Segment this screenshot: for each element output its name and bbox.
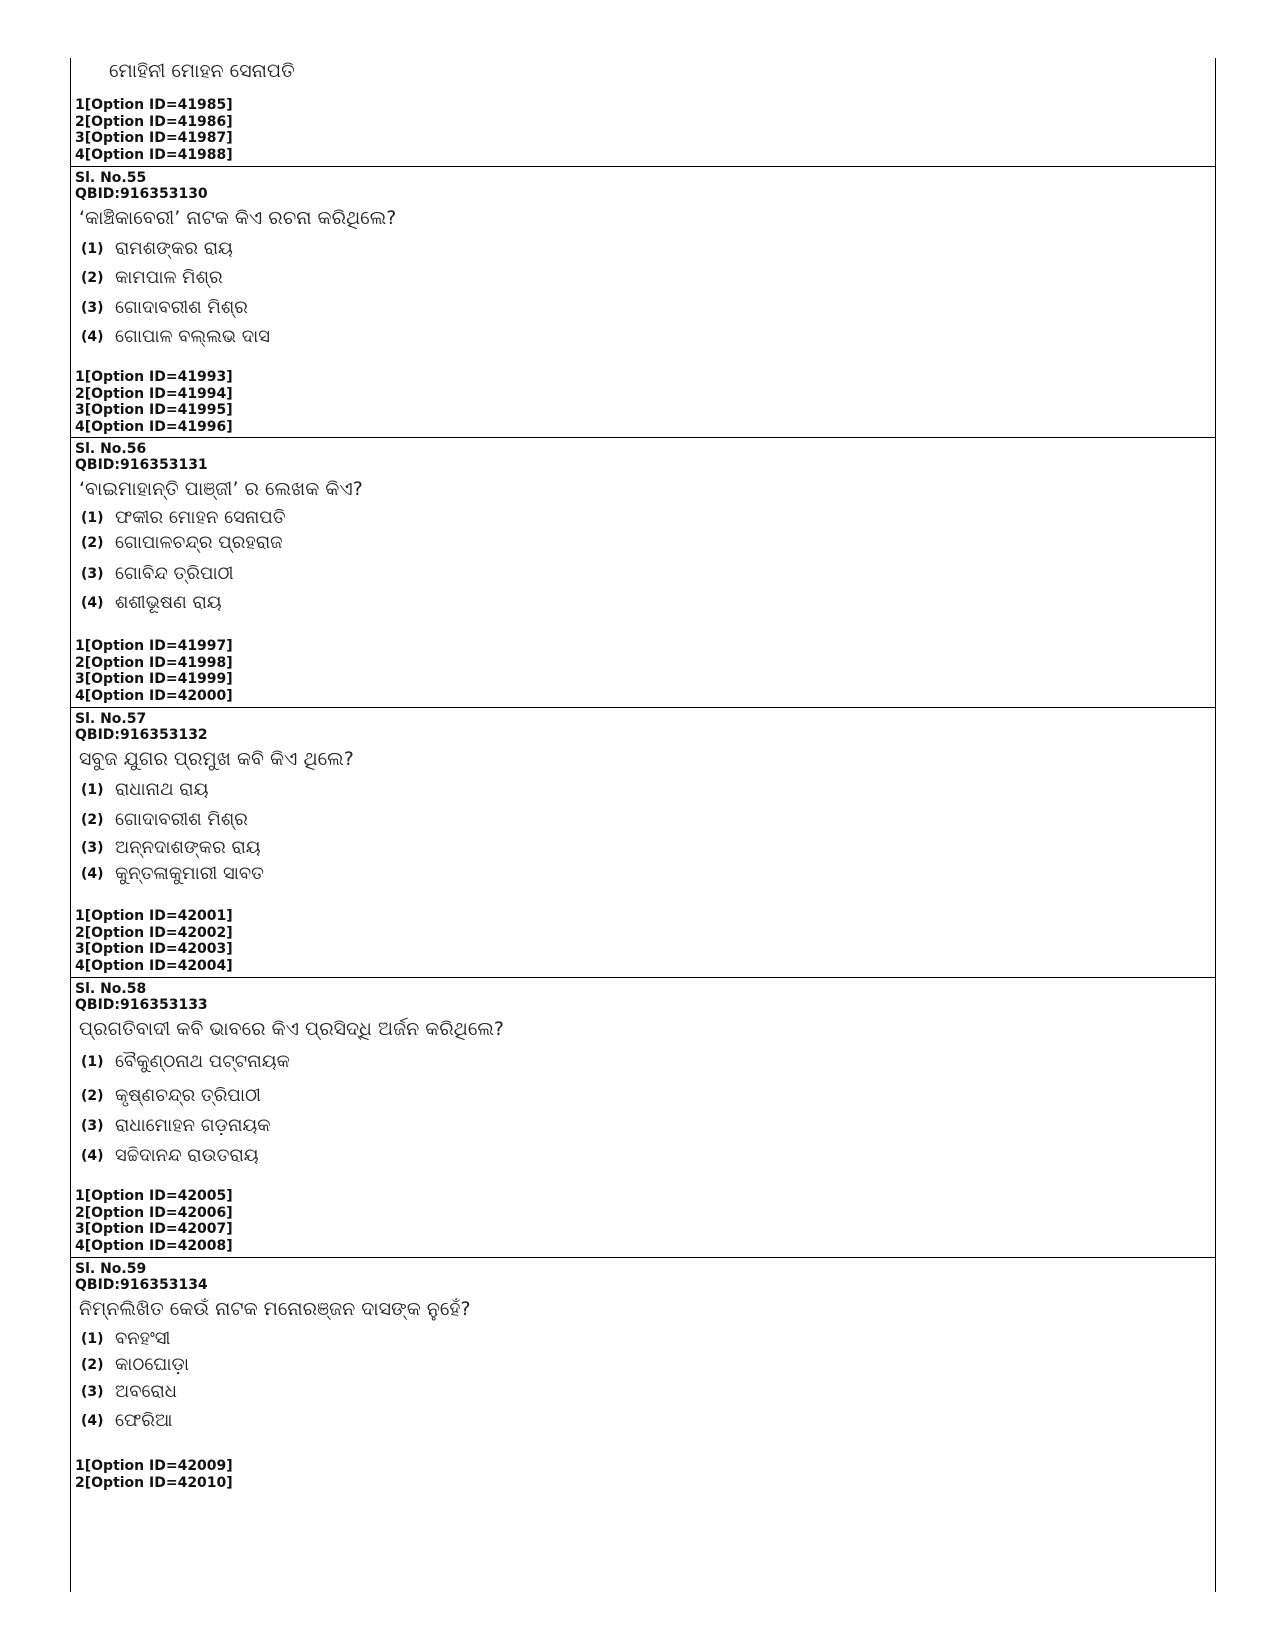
option-number: (1) xyxy=(81,509,104,526)
option-1 xyxy=(81,238,233,264)
option-number: (4) xyxy=(81,328,104,345)
option-text: ଅବରୋଧ xyxy=(115,1381,177,1402)
option-text: ରାଧାନାଥ ରାୟ xyxy=(115,779,209,800)
qbid: QBID:916353130 xyxy=(75,186,208,202)
option-4 xyxy=(81,592,222,618)
option-text: କାଠଘୋଡ଼ା xyxy=(115,1354,189,1375)
option-id-list xyxy=(75,1188,233,1254)
option-text: ଶଶୀଭୂଷଣ ରାୟ xyxy=(115,592,222,613)
option-text: କୃଷ୍ଣଚନ୍ଦ୍ର ତ୍ରିପାଠୀ xyxy=(115,1085,261,1106)
option-text: ଗୋପାଳଚନ୍ଦ୍ର ପ୍ରହରାଜ xyxy=(115,532,283,553)
option-id: 2[Option ID=41998] xyxy=(75,654,233,671)
option-number: (1) xyxy=(81,1330,104,1347)
qbid: QBID:916353131 xyxy=(75,457,208,473)
option-id: 3[Option ID=41999] xyxy=(75,671,233,687)
option-id-list xyxy=(75,1458,233,1491)
option-2 xyxy=(81,267,223,293)
option-text: ଗୋବିନ୍ଦ ତ୍ରିପାଠୀ xyxy=(115,563,234,584)
option-id: 3[Option ID=42007] xyxy=(75,1221,233,1237)
option-3 xyxy=(81,837,261,863)
question-meta xyxy=(75,170,208,202)
serial-number: Sl. No.55 xyxy=(75,170,147,186)
carryover-answer-text: ମୋହିନୀ ମୋହନ ସେନାପତି xyxy=(109,60,295,82)
option-id: 1[Option ID=41993] xyxy=(75,369,233,385)
option-id: 2[Option ID=41994] xyxy=(75,385,233,402)
option-number: (2) xyxy=(81,1356,104,1373)
option-number: (1) xyxy=(81,240,104,257)
option-number: (3) xyxy=(81,299,104,316)
option-number: (3) xyxy=(81,839,104,856)
option-2 xyxy=(81,532,283,558)
option-number: (2) xyxy=(81,1087,104,1104)
option-id-list xyxy=(75,97,233,163)
option-id: 2[Option ID=42002] xyxy=(75,924,233,941)
option-3 xyxy=(81,563,234,589)
option-id: 4[Option ID=42000] xyxy=(75,687,233,704)
option-number: (1) xyxy=(81,781,104,798)
option-text: ସଚ୍ଚିଦାନନ୍ଦ ରାଉତରାୟ xyxy=(115,1145,259,1166)
option-4 xyxy=(81,863,264,889)
option-text: ଅନ୍ନଦାଶଙ୍କର ରାୟ xyxy=(115,837,261,858)
option-id: 1[Option ID=41997] xyxy=(75,638,233,654)
option-id: 4[Option ID=42004] xyxy=(75,957,233,974)
option-3 xyxy=(81,297,248,323)
option-id: 3[Option ID=41995] xyxy=(75,402,233,418)
qbid: QBID:916353133 xyxy=(75,997,208,1013)
option-2 xyxy=(81,1354,189,1380)
option-id: 1[Option ID=42005] xyxy=(75,1188,233,1204)
serial-number: Sl. No.56 xyxy=(75,441,147,457)
serial-number: Sl. No.57 xyxy=(75,711,147,727)
option-text: କାମପାଳ ମିଶ୍ର xyxy=(115,267,223,288)
question-text: ନିମ୍ନଲିଖିତ କେଉଁ ନାଟକ ମନୋରଞ୍ଜନ ଦାସଙ୍କ ନୁହେଁ? xyxy=(79,1298,471,1320)
qbid: QBID:916353134 xyxy=(75,1277,208,1293)
option-id: 2[Option ID=42010] xyxy=(75,1474,233,1491)
option-1 xyxy=(81,1328,170,1354)
option-id: 1[Option ID=42001] xyxy=(75,908,233,924)
carryover-block xyxy=(71,58,1215,167)
option-id-list xyxy=(75,369,233,435)
option-id: 4[Option ID=41996] xyxy=(75,418,233,435)
question-block xyxy=(71,1258,1215,1592)
option-id: 3[Option ID=42003] xyxy=(75,941,233,957)
question-text: ‘କାଞ୍ଚିକାବେରୀ’ ନାଟକ କିଏ ରଚନା କରିଥିଲେ? xyxy=(79,207,397,229)
option-4 xyxy=(81,1410,172,1436)
option-number: (1) xyxy=(81,1053,104,1070)
question-block xyxy=(71,978,1215,1258)
option-id: 1[Option ID=42009] xyxy=(75,1458,233,1474)
question-block xyxy=(71,167,1215,438)
option-number: (4) xyxy=(81,865,104,882)
question-meta xyxy=(75,1261,208,1293)
option-2 xyxy=(81,1085,261,1111)
option-number: (2) xyxy=(81,269,104,286)
option-3 xyxy=(81,1115,271,1141)
question-meta xyxy=(75,981,208,1013)
question-sheet xyxy=(70,58,1216,1592)
question-meta xyxy=(75,441,208,473)
option-id-list xyxy=(75,908,233,974)
option-3 xyxy=(81,1381,177,1407)
serial-number: Sl. No.59 xyxy=(75,1261,147,1277)
option-number: (4) xyxy=(81,594,104,611)
option-text: ବୈକୁଣ୍ଠନାଥ ପଟ୍ଟନାୟକ xyxy=(115,1051,290,1072)
serial-number: Sl. No.58 xyxy=(75,981,147,997)
option-1 xyxy=(81,507,286,533)
option-text: ରାମଶଙ୍କର ରାୟ xyxy=(115,238,233,259)
question-block xyxy=(71,438,1215,708)
question-block xyxy=(71,708,1215,978)
option-1 xyxy=(81,1051,290,1077)
option-text: ଫେରିଆ xyxy=(115,1410,173,1431)
option-id-list xyxy=(75,638,233,704)
question-text: ‘ବାଇମାହାନ୍ତି ପାଞ୍ଜୀ’ ର ଲେଖକ କିଏ? xyxy=(79,478,363,500)
option-text: ଫକୀର ମୋହନ ସେନାପତି xyxy=(115,507,286,528)
option-text: କୁନ୍ତଳାକୁମାରୀ ସାବତ xyxy=(115,863,264,884)
option-number: (3) xyxy=(81,1117,104,1134)
option-id: 2[Option ID=41986] xyxy=(75,113,233,130)
option-text: ରାଧାମୋହନ ଗଡ଼ନାୟକ xyxy=(115,1115,271,1136)
option-text: ଗୋଦାବରୀଶ ମିଶ୍ର xyxy=(115,809,248,830)
option-number: (2) xyxy=(81,811,104,828)
option-text: ଗୋଦାବରୀଶ ମିଶ୍ର xyxy=(115,297,248,318)
question-text: ସବୁଜ ଯୁଗର ପ୍ରମୁଖ କବି କିଏ ଥିଲେ? xyxy=(79,748,354,770)
option-number: (4) xyxy=(81,1147,104,1164)
option-id: 3[Option ID=41987] xyxy=(75,130,233,146)
option-id: 2[Option ID=42006] xyxy=(75,1204,233,1221)
question-meta xyxy=(75,711,208,743)
option-number: (4) xyxy=(81,1412,104,1429)
option-2 xyxy=(81,809,248,835)
question-text: ପ୍ରଗତିବାଦୀ କବି ଭାବରେ କିଏ ପ୍ରସିଦ୍ଧି ଅର୍ଜନ କରିଥିଲେ? xyxy=(79,1018,504,1040)
option-4 xyxy=(81,1145,259,1171)
option-text: ଗୋପାଳ ବଲ୍ଲଭ ଦାସ xyxy=(115,326,270,347)
option-number: (2) xyxy=(81,534,104,551)
option-4 xyxy=(81,326,270,352)
qbid: QBID:916353132 xyxy=(75,727,208,743)
option-id: 4[Option ID=42008] xyxy=(75,1237,233,1254)
option-1 xyxy=(81,779,208,805)
option-id: 1[Option ID=41985] xyxy=(75,97,233,113)
option-number: (3) xyxy=(81,565,104,582)
option-id: 4[Option ID=41988] xyxy=(75,146,233,163)
option-text: ବନହଂସୀ xyxy=(115,1328,171,1349)
option-number: (3) xyxy=(81,1383,104,1400)
